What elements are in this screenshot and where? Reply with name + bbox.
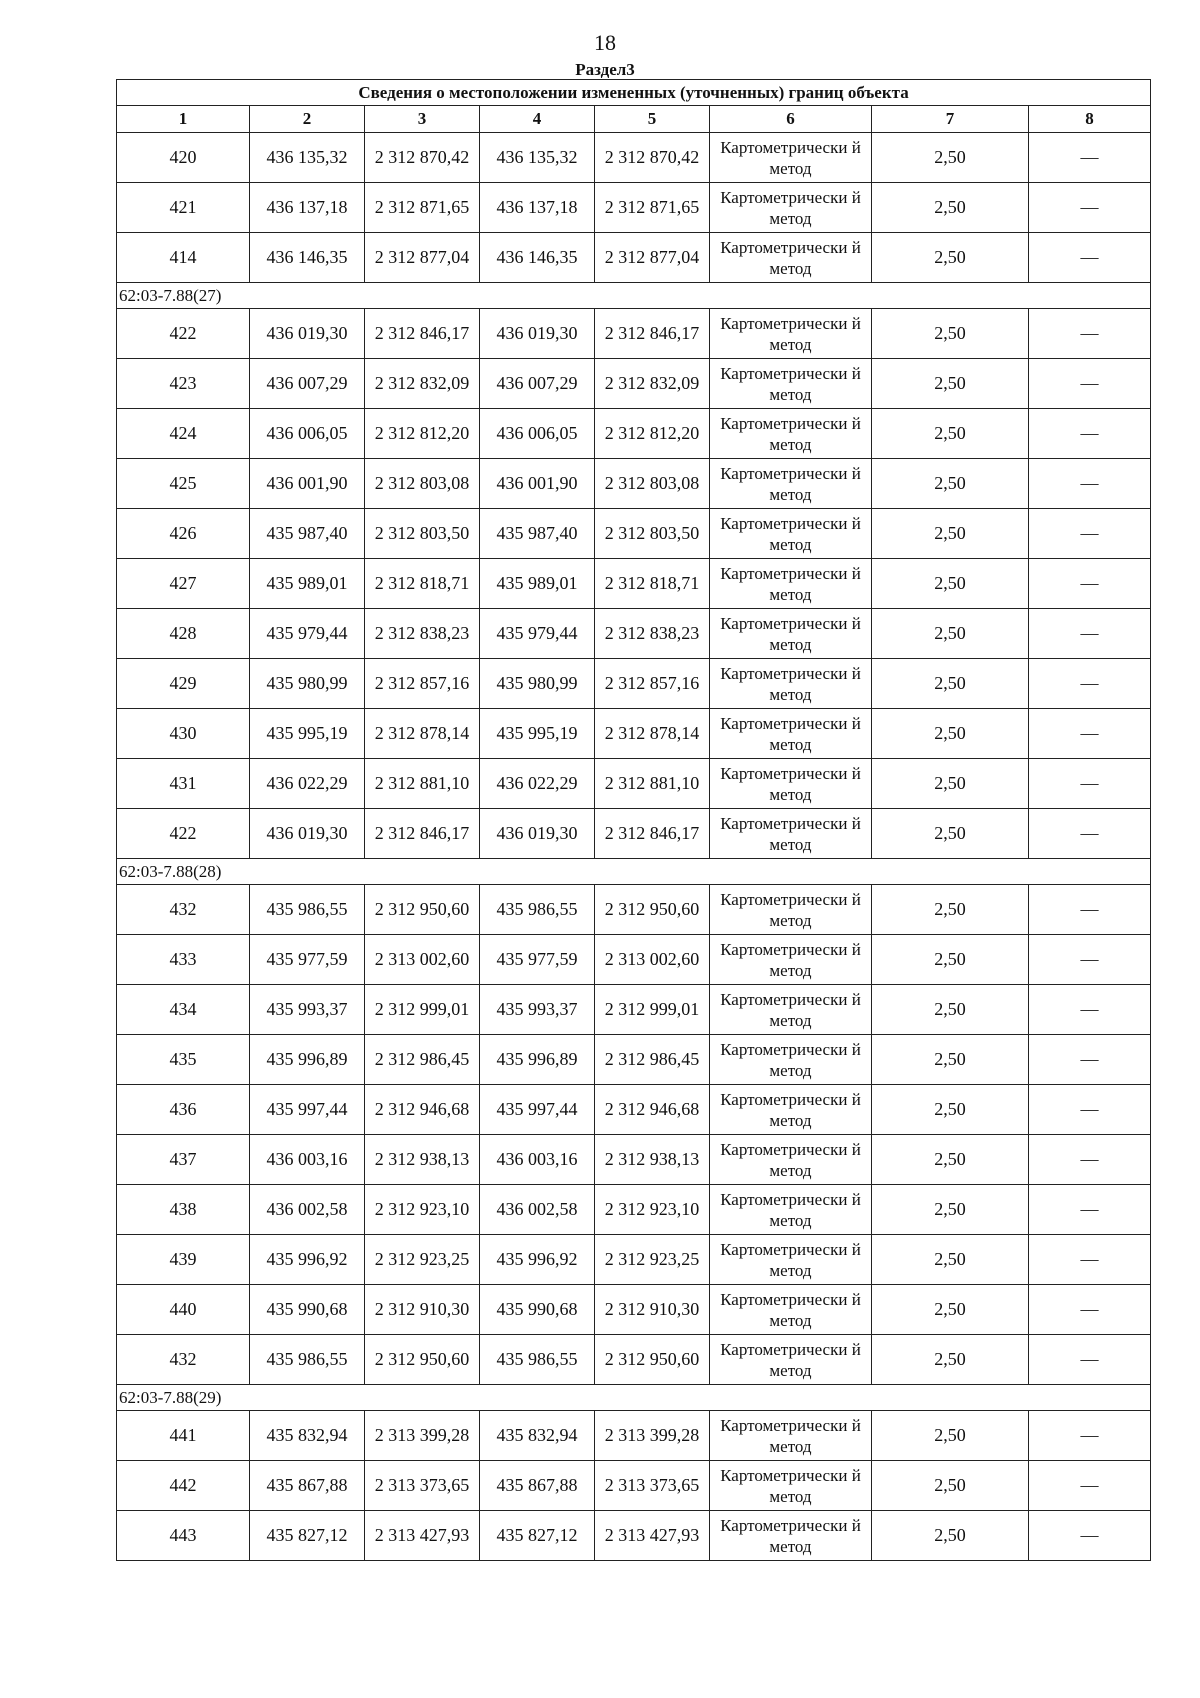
x-new-cell: 435 832,94 <box>480 1411 595 1461</box>
x-new-cell: 436 019,30 <box>480 309 595 359</box>
point-number-cell: 441 <box>117 1411 250 1461</box>
description-cell: — <box>1029 1285 1151 1335</box>
accuracy-cell: 2,50 <box>872 1461 1029 1511</box>
accuracy-cell: 2,50 <box>872 183 1029 233</box>
point-number-cell: 436 <box>117 1085 250 1135</box>
table-row <box>117 759 1151 809</box>
x-new-cell: 436 146,35 <box>480 233 595 283</box>
description-cell: — <box>1029 233 1151 283</box>
x-new-cell: 436 003,16 <box>480 1135 595 1185</box>
x-new-cell: 436 006,05 <box>480 409 595 459</box>
x-old-cell: 436 002,58 <box>250 1185 365 1235</box>
y-old-cell: 2 313 427,93 <box>365 1511 480 1561</box>
x-old-cell: 435 997,44 <box>250 1085 365 1135</box>
point-number-cell: 434 <box>117 985 250 1035</box>
description-cell: — <box>1029 935 1151 985</box>
method-cell: Картометрически й метод <box>710 609 872 659</box>
table-row <box>117 233 1151 283</box>
table-row <box>117 1511 1151 1561</box>
table-row <box>117 659 1151 709</box>
description-cell: — <box>1029 459 1151 509</box>
x-old-cell: 435 996,89 <box>250 1035 365 1085</box>
description-cell: — <box>1029 885 1151 935</box>
x-old-cell: 436 137,18 <box>250 183 365 233</box>
y-old-cell: 2 312 871,65 <box>365 183 480 233</box>
accuracy-cell: 2,50 <box>872 985 1029 1035</box>
x-old-cell: 436 146,35 <box>250 233 365 283</box>
x-old-cell: 435 986,55 <box>250 1335 365 1385</box>
description-cell: — <box>1029 409 1151 459</box>
y-new-cell: 2 312 878,14 <box>595 709 710 759</box>
method-cell: Картометрически й метод <box>710 759 872 809</box>
accuracy-cell: 2,50 <box>872 1411 1029 1461</box>
method-cell: Картометрически й метод <box>710 359 872 409</box>
accuracy-cell: 2,50 <box>872 1285 1029 1335</box>
y-new-cell: 2 313 373,65 <box>595 1461 710 1511</box>
table-row <box>117 1461 1151 1511</box>
point-number-cell: 427 <box>117 559 250 609</box>
y-new-cell: 2 312 910,30 <box>595 1285 710 1335</box>
table-row <box>117 1035 1151 1085</box>
y-new-cell: 2 312 846,17 <box>595 309 710 359</box>
y-old-cell: 2 312 803,08 <box>365 459 480 509</box>
point-number-cell: 439 <box>117 1235 250 1285</box>
accuracy-cell: 2,50 <box>872 1235 1029 1285</box>
column-header: 2 <box>250 106 365 133</box>
x-old-cell: 435 827,12 <box>250 1511 365 1561</box>
accuracy-cell: 2,50 <box>872 659 1029 709</box>
y-old-cell: 2 312 812,20 <box>365 409 480 459</box>
y-new-cell: 2 313 427,93 <box>595 1511 710 1561</box>
y-old-cell: 2 312 846,17 <box>365 309 480 359</box>
method-cell: Картометрически й метод <box>710 659 872 709</box>
table-row <box>117 985 1151 1035</box>
table-row <box>117 133 1151 183</box>
accuracy-cell: 2,50 <box>872 233 1029 283</box>
x-old-cell: 435 996,92 <box>250 1235 365 1285</box>
x-new-cell: 435 986,55 <box>480 1335 595 1385</box>
table-row <box>117 1235 1151 1285</box>
y-old-cell: 2 312 946,68 <box>365 1085 480 1135</box>
point-number-cell: 443 <box>117 1511 250 1561</box>
x-new-cell: 436 135,32 <box>480 133 595 183</box>
point-number-cell: 429 <box>117 659 250 709</box>
y-old-cell: 2 313 399,28 <box>365 1411 480 1461</box>
accuracy-cell: 2,50 <box>872 1035 1029 1085</box>
y-old-cell: 2 312 857,16 <box>365 659 480 709</box>
table-row <box>117 559 1151 609</box>
point-number-cell: 431 <box>117 759 250 809</box>
y-old-cell: 2 312 986,45 <box>365 1035 480 1085</box>
point-number-cell: 430 <box>117 709 250 759</box>
x-old-cell: 435 987,40 <box>250 509 365 559</box>
method-cell: Картометрически й метод <box>710 1335 872 1385</box>
y-old-cell: 2 312 910,30 <box>365 1285 480 1335</box>
column-header: 4 <box>480 106 595 133</box>
x-new-cell: 436 002,58 <box>480 1185 595 1235</box>
point-number-cell: 423 <box>117 359 250 409</box>
x-old-cell: 435 867,88 <box>250 1461 365 1511</box>
y-new-cell: 2 312 986,45 <box>595 1035 710 1085</box>
x-new-cell: 436 137,18 <box>480 183 595 233</box>
table-row <box>117 885 1151 935</box>
x-new-cell: 435 827,12 <box>480 1511 595 1561</box>
x-old-cell: 436 003,16 <box>250 1135 365 1185</box>
description-cell: — <box>1029 133 1151 183</box>
x-old-cell: 436 022,29 <box>250 759 365 809</box>
point-number-cell: 435 <box>117 1035 250 1085</box>
y-new-cell: 2 312 870,42 <box>595 133 710 183</box>
x-old-cell: 435 989,01 <box>250 559 365 609</box>
y-new-cell: 2 312 999,01 <box>595 985 710 1035</box>
x-old-cell: 435 979,44 <box>250 609 365 659</box>
x-new-cell: 435 867,88 <box>480 1461 595 1511</box>
x-old-cell: 436 019,30 <box>250 809 365 859</box>
method-cell: Картометрически й метод <box>710 809 872 859</box>
method-cell: Картометрически й метод <box>710 1285 872 1335</box>
description-cell: — <box>1029 809 1151 859</box>
point-number-cell: 437 <box>117 1135 250 1185</box>
x-new-cell: 436 022,29 <box>480 759 595 809</box>
method-cell: Картометрически й метод <box>710 985 872 1035</box>
x-new-cell: 435 986,55 <box>480 885 595 935</box>
table-row <box>117 409 1151 459</box>
x-old-cell: 435 980,99 <box>250 659 365 709</box>
y-new-cell: 2 312 838,23 <box>595 609 710 659</box>
y-old-cell: 2 312 950,60 <box>365 885 480 935</box>
method-cell: Картометрически й метод <box>710 1085 872 1135</box>
y-new-cell: 2 312 881,10 <box>595 759 710 809</box>
method-cell: Картометрически й метод <box>710 559 872 609</box>
x-new-cell: 436 001,90 <box>480 459 595 509</box>
method-cell: Картометрически й метод <box>710 509 872 559</box>
y-new-cell: 2 312 871,65 <box>595 183 710 233</box>
x-old-cell: 435 990,68 <box>250 1285 365 1335</box>
table-row <box>117 1411 1151 1461</box>
table-row <box>117 183 1151 233</box>
method-cell: Картометрически й метод <box>710 1411 872 1461</box>
table-row <box>117 509 1151 559</box>
description-cell: — <box>1029 1135 1151 1185</box>
description-cell: — <box>1029 1035 1151 1085</box>
x-new-cell: 436 019,30 <box>480 809 595 859</box>
x-old-cell: 435 986,55 <box>250 885 365 935</box>
x-old-cell: 436 007,29 <box>250 359 365 409</box>
y-new-cell: 2 312 857,16 <box>595 659 710 709</box>
point-number-cell: 432 <box>117 1335 250 1385</box>
column-header: 3 <box>365 106 480 133</box>
table-row <box>117 935 1151 985</box>
point-number-cell: 424 <box>117 409 250 459</box>
point-number-cell: 422 <box>117 809 250 859</box>
description-cell: — <box>1029 985 1151 1035</box>
y-new-cell: 2 312 950,60 <box>595 885 710 935</box>
point-number-cell: 432 <box>117 885 250 935</box>
y-old-cell: 2 312 938,13 <box>365 1135 480 1185</box>
y-new-cell: 2 312 877,04 <box>595 233 710 283</box>
description-cell: — <box>1029 1235 1151 1285</box>
x-old-cell: 436 135,32 <box>250 133 365 183</box>
point-number-cell: 421 <box>117 183 250 233</box>
table-row <box>117 709 1151 759</box>
accuracy-cell: 2,50 <box>872 309 1029 359</box>
table-row <box>117 1185 1151 1235</box>
x-new-cell: 435 990,68 <box>480 1285 595 1335</box>
point-number-cell: 440 <box>117 1285 250 1335</box>
accuracy-cell: 2,50 <box>872 759 1029 809</box>
table-row <box>117 1135 1151 1185</box>
method-cell: Картометрически й метод <box>710 1185 872 1235</box>
column-header: 7 <box>872 106 1029 133</box>
accuracy-cell: 2,50 <box>872 359 1029 409</box>
section-title: Раздел3 <box>575 60 635 79</box>
method-cell: Картометрически й метод <box>710 1461 872 1511</box>
y-new-cell: 2 313 002,60 <box>595 935 710 985</box>
method-cell: Картометрически й метод <box>710 935 872 985</box>
contour-label: 62:03-7.88(29) <box>117 1385 1151 1411</box>
method-cell: Картометрически й метод <box>710 1511 872 1561</box>
x-old-cell: 435 995,19 <box>250 709 365 759</box>
x-new-cell: 435 979,44 <box>480 609 595 659</box>
y-old-cell: 2 312 818,71 <box>365 559 480 609</box>
point-number-cell: 428 <box>117 609 250 659</box>
boundary-coordinates-table <box>116 79 1151 1561</box>
y-old-cell: 2 312 923,10 <box>365 1185 480 1235</box>
x-old-cell: 435 993,37 <box>250 985 365 1035</box>
x-new-cell: 435 993,37 <box>480 985 595 1035</box>
x-new-cell: 435 997,44 <box>480 1085 595 1135</box>
y-old-cell: 2 312 878,14 <box>365 709 480 759</box>
accuracy-cell: 2,50 <box>872 1185 1029 1235</box>
point-number-cell: 420 <box>117 133 250 183</box>
y-new-cell: 2 313 399,28 <box>595 1411 710 1461</box>
table-row <box>117 609 1151 659</box>
y-old-cell: 2 312 846,17 <box>365 809 480 859</box>
method-cell: Картометрически й метод <box>710 309 872 359</box>
table-row <box>117 809 1151 859</box>
y-new-cell: 2 312 950,60 <box>595 1335 710 1385</box>
accuracy-cell: 2,50 <box>872 885 1029 935</box>
x-new-cell: 435 996,89 <box>480 1035 595 1085</box>
table-caption: Сведения о местоположении измененных (уточненных) границ объекта <box>117 80 1151 106</box>
y-old-cell: 2 313 002,60 <box>365 935 480 985</box>
method-cell: Картометрически й метод <box>710 409 872 459</box>
accuracy-cell: 2,50 <box>872 133 1029 183</box>
accuracy-cell: 2,50 <box>872 509 1029 559</box>
y-new-cell: 2 312 923,25 <box>595 1235 710 1285</box>
point-number-cell: 414 <box>117 233 250 283</box>
y-new-cell: 2 312 803,08 <box>595 459 710 509</box>
x-old-cell: 435 977,59 <box>250 935 365 985</box>
y-old-cell: 2 312 803,50 <box>365 509 480 559</box>
x-old-cell: 436 006,05 <box>250 409 365 459</box>
table-row <box>117 459 1151 509</box>
accuracy-cell: 2,50 <box>872 709 1029 759</box>
contour-group-row <box>117 859 1151 885</box>
y-old-cell: 2 312 950,60 <box>365 1335 480 1385</box>
table-body <box>117 80 1151 1561</box>
y-new-cell: 2 312 846,17 <box>595 809 710 859</box>
column-header: 1 <box>117 106 250 133</box>
accuracy-cell: 2,50 <box>872 409 1029 459</box>
method-cell: Картометрически й метод <box>710 233 872 283</box>
y-new-cell: 2 312 812,20 <box>595 409 710 459</box>
accuracy-cell: 2,50 <box>872 609 1029 659</box>
x-old-cell: 435 832,94 <box>250 1411 365 1461</box>
method-cell: Картометрически й метод <box>710 1035 872 1085</box>
point-number-cell: 442 <box>117 1461 250 1511</box>
y-new-cell: 2 312 832,09 <box>595 359 710 409</box>
description-cell: — <box>1029 1461 1151 1511</box>
table-caption-row <box>117 80 1151 106</box>
method-cell: Картометрически й метод <box>710 1135 872 1185</box>
table-row <box>117 359 1151 409</box>
y-new-cell: 2 312 818,71 <box>595 559 710 609</box>
description-cell: — <box>1029 709 1151 759</box>
column-header: 6 <box>710 106 872 133</box>
y-old-cell: 2 312 923,25 <box>365 1235 480 1285</box>
method-cell: Картометрически й метод <box>710 459 872 509</box>
contour-group-row <box>117 1385 1151 1411</box>
table-row <box>117 1335 1151 1385</box>
accuracy-cell: 2,50 <box>872 559 1029 609</box>
x-new-cell: 435 980,99 <box>480 659 595 709</box>
description-cell: — <box>1029 609 1151 659</box>
y-old-cell: 2 312 999,01 <box>365 985 480 1035</box>
table-row <box>117 1085 1151 1135</box>
method-cell: Картометрически й метод <box>710 885 872 935</box>
description-cell: — <box>1029 359 1151 409</box>
point-number-cell: 425 <box>117 459 250 509</box>
table-row <box>117 1285 1151 1335</box>
accuracy-cell: 2,50 <box>872 1135 1029 1185</box>
y-new-cell: 2 312 923,10 <box>595 1185 710 1235</box>
description-cell: — <box>1029 1511 1151 1561</box>
y-new-cell: 2 312 803,50 <box>595 509 710 559</box>
y-old-cell: 2 312 877,04 <box>365 233 480 283</box>
accuracy-cell: 2,50 <box>872 1085 1029 1135</box>
y-old-cell: 2 313 373,65 <box>365 1461 480 1511</box>
point-number-cell: 422 <box>117 309 250 359</box>
y-old-cell: 2 312 832,09 <box>365 359 480 409</box>
accuracy-cell: 2,50 <box>872 1335 1029 1385</box>
method-cell: Картометрически й метод <box>710 133 872 183</box>
point-number-cell: 433 <box>117 935 250 985</box>
x-new-cell: 435 987,40 <box>480 509 595 559</box>
contour-label: 62:03-7.88(28) <box>117 859 1151 885</box>
point-number-cell: 438 <box>117 1185 250 1235</box>
description-cell: — <box>1029 309 1151 359</box>
contour-label: 62:03-7.88(27) <box>117 283 1151 309</box>
y-new-cell: 2 312 938,13 <box>595 1135 710 1185</box>
page-number: 18 <box>594 30 616 55</box>
description-cell: — <box>1029 559 1151 609</box>
y-old-cell: 2 312 881,10 <box>365 759 480 809</box>
column-header: 5 <box>595 106 710 133</box>
method-cell: Картометрически й метод <box>710 1235 872 1285</box>
x-new-cell: 435 995,19 <box>480 709 595 759</box>
x-new-cell: 435 996,92 <box>480 1235 595 1285</box>
column-header: 8 <box>1029 106 1151 133</box>
description-cell: — <box>1029 1411 1151 1461</box>
method-cell: Картометрически й метод <box>710 183 872 233</box>
y-new-cell: 2 312 946,68 <box>595 1085 710 1135</box>
description-cell: — <box>1029 1085 1151 1135</box>
x-old-cell: 436 001,90 <box>250 459 365 509</box>
x-new-cell: 435 989,01 <box>480 559 595 609</box>
x-old-cell: 436 019,30 <box>250 309 365 359</box>
x-new-cell: 435 977,59 <box>480 935 595 985</box>
accuracy-cell: 2,50 <box>872 459 1029 509</box>
accuracy-cell: 2,50 <box>872 935 1029 985</box>
description-cell: — <box>1029 183 1151 233</box>
y-old-cell: 2 312 838,23 <box>365 609 480 659</box>
contour-group-row <box>117 283 1151 309</box>
accuracy-cell: 2,50 <box>872 1511 1029 1561</box>
point-number-cell: 426 <box>117 509 250 559</box>
y-old-cell: 2 312 870,42 <box>365 133 480 183</box>
description-cell: — <box>1029 659 1151 709</box>
description-cell: — <box>1029 1335 1151 1385</box>
description-cell: — <box>1029 759 1151 809</box>
description-cell: — <box>1029 1185 1151 1235</box>
column-header-row <box>117 106 1151 133</box>
method-cell: Картометрически й метод <box>710 709 872 759</box>
accuracy-cell: 2,50 <box>872 809 1029 859</box>
description-cell: — <box>1029 509 1151 559</box>
x-new-cell: 436 007,29 <box>480 359 595 409</box>
table-row <box>117 309 1151 359</box>
